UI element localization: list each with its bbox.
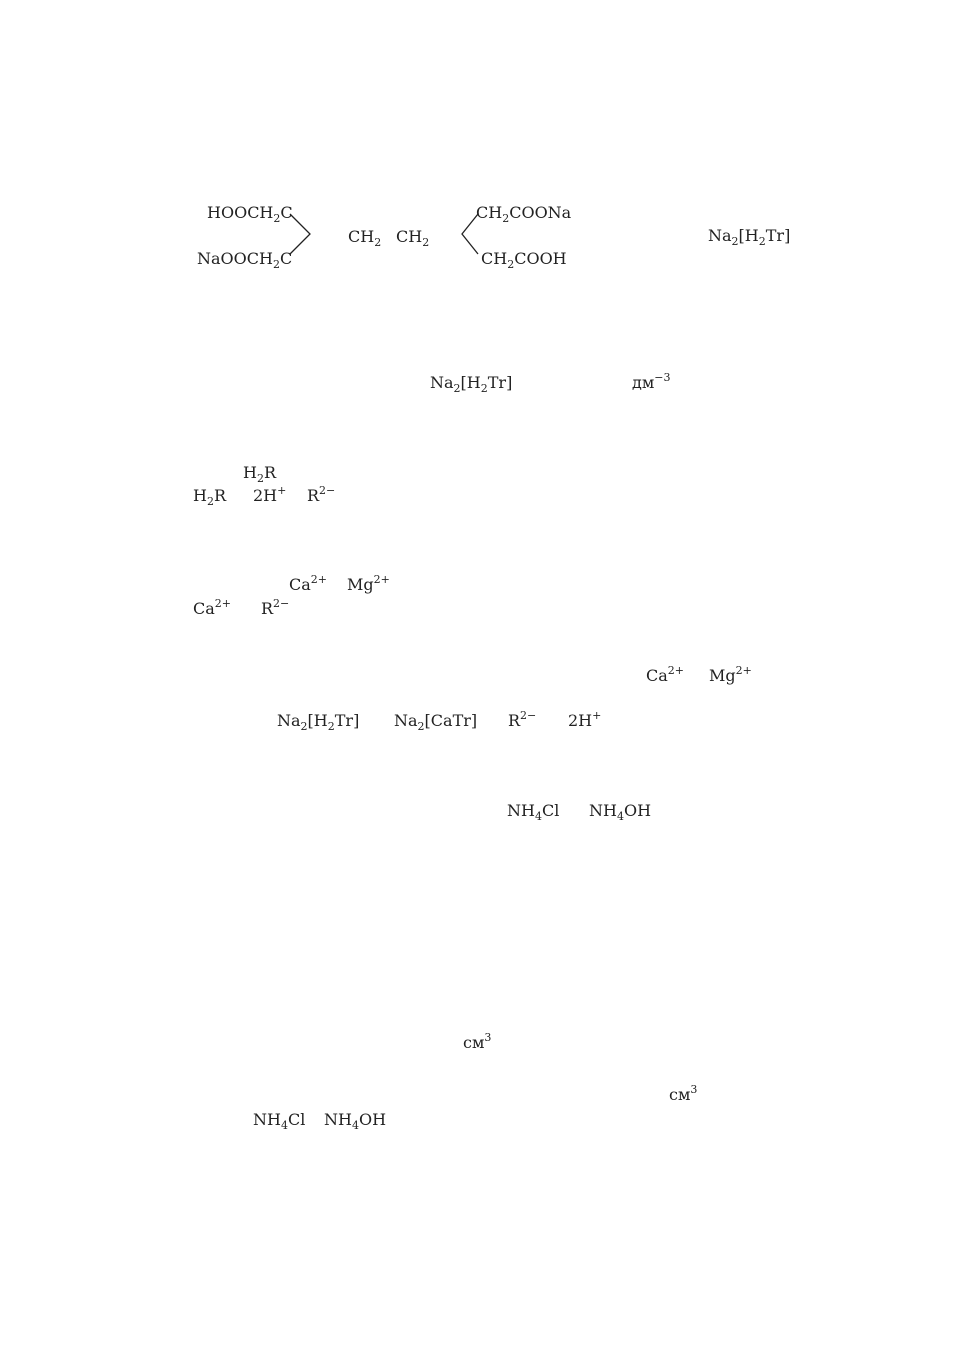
formula-ch2cooh: $CH_2COOH$ [481,249,567,271]
formula-hooch2c: $HOOCH_2C$ [207,203,293,225]
unit-cm3: $см^3$ [463,1031,492,1052]
formula-ch2coona: $CH_2COONa$ [476,203,572,225]
formula-na2h2tr-reaction: $Na_2[H_2Tr]$ [277,711,360,733]
formula-ca-2plus-b: $Ca^{2+}$ [646,664,684,685]
formula-nh4cl: $NH_4Cl$ [507,801,560,823]
formula-2h-plus: 2H+ [253,484,287,505]
formula-h2r-upper: $H_2R$ [243,463,276,485]
formula-h2r: $H_2R$ [193,486,226,508]
unit-dm-3: $дм^{-3}$ [632,371,671,392]
formula-ca-2plus: $Ca^{2+}$ [289,573,327,594]
formula-2h-plus-reaction: 2H+ [568,709,602,730]
formula-naooch2c: NaOOCH$_2$C [197,249,293,271]
formula-na2h2tr: $Na_2[H_2Tr]$ [430,373,513,395]
formula-ca-2plus-reactant: $Ca^{2+}$ [193,597,231,618]
formula-mg-2plus: $Mg^{2+}$ [347,573,390,594]
formula-mg-2plus-b: $Mg^{2+}$ [709,664,752,685]
formula-nh4oh-second: $NH_4OH$ [324,1110,387,1132]
formula-ch2-second: $CH_2$ [396,227,430,249]
formula-ch2-first: $CH_2$ [348,227,382,249]
formula-nh4oh: $NH_4OH$ [589,801,652,823]
formula-r-2minus: $R^{2-}$ [307,484,336,505]
formula-r-2minus-reactant: $R^{2-}$ [261,597,290,618]
formula-na2h2tr-abbr: $Na_2[H_2Tr]$ [708,226,791,248]
left-bond-bracket [286,210,316,260]
unit-cm3-second: $см^3$ [669,1083,698,1104]
formula-na2catr: $Na_2[CaTr]$ [394,711,478,733]
formula-r-2minus-reaction: $R^{2-}$ [508,709,537,730]
formula-nh4cl-second: $NH_4Cl$ [253,1110,306,1132]
